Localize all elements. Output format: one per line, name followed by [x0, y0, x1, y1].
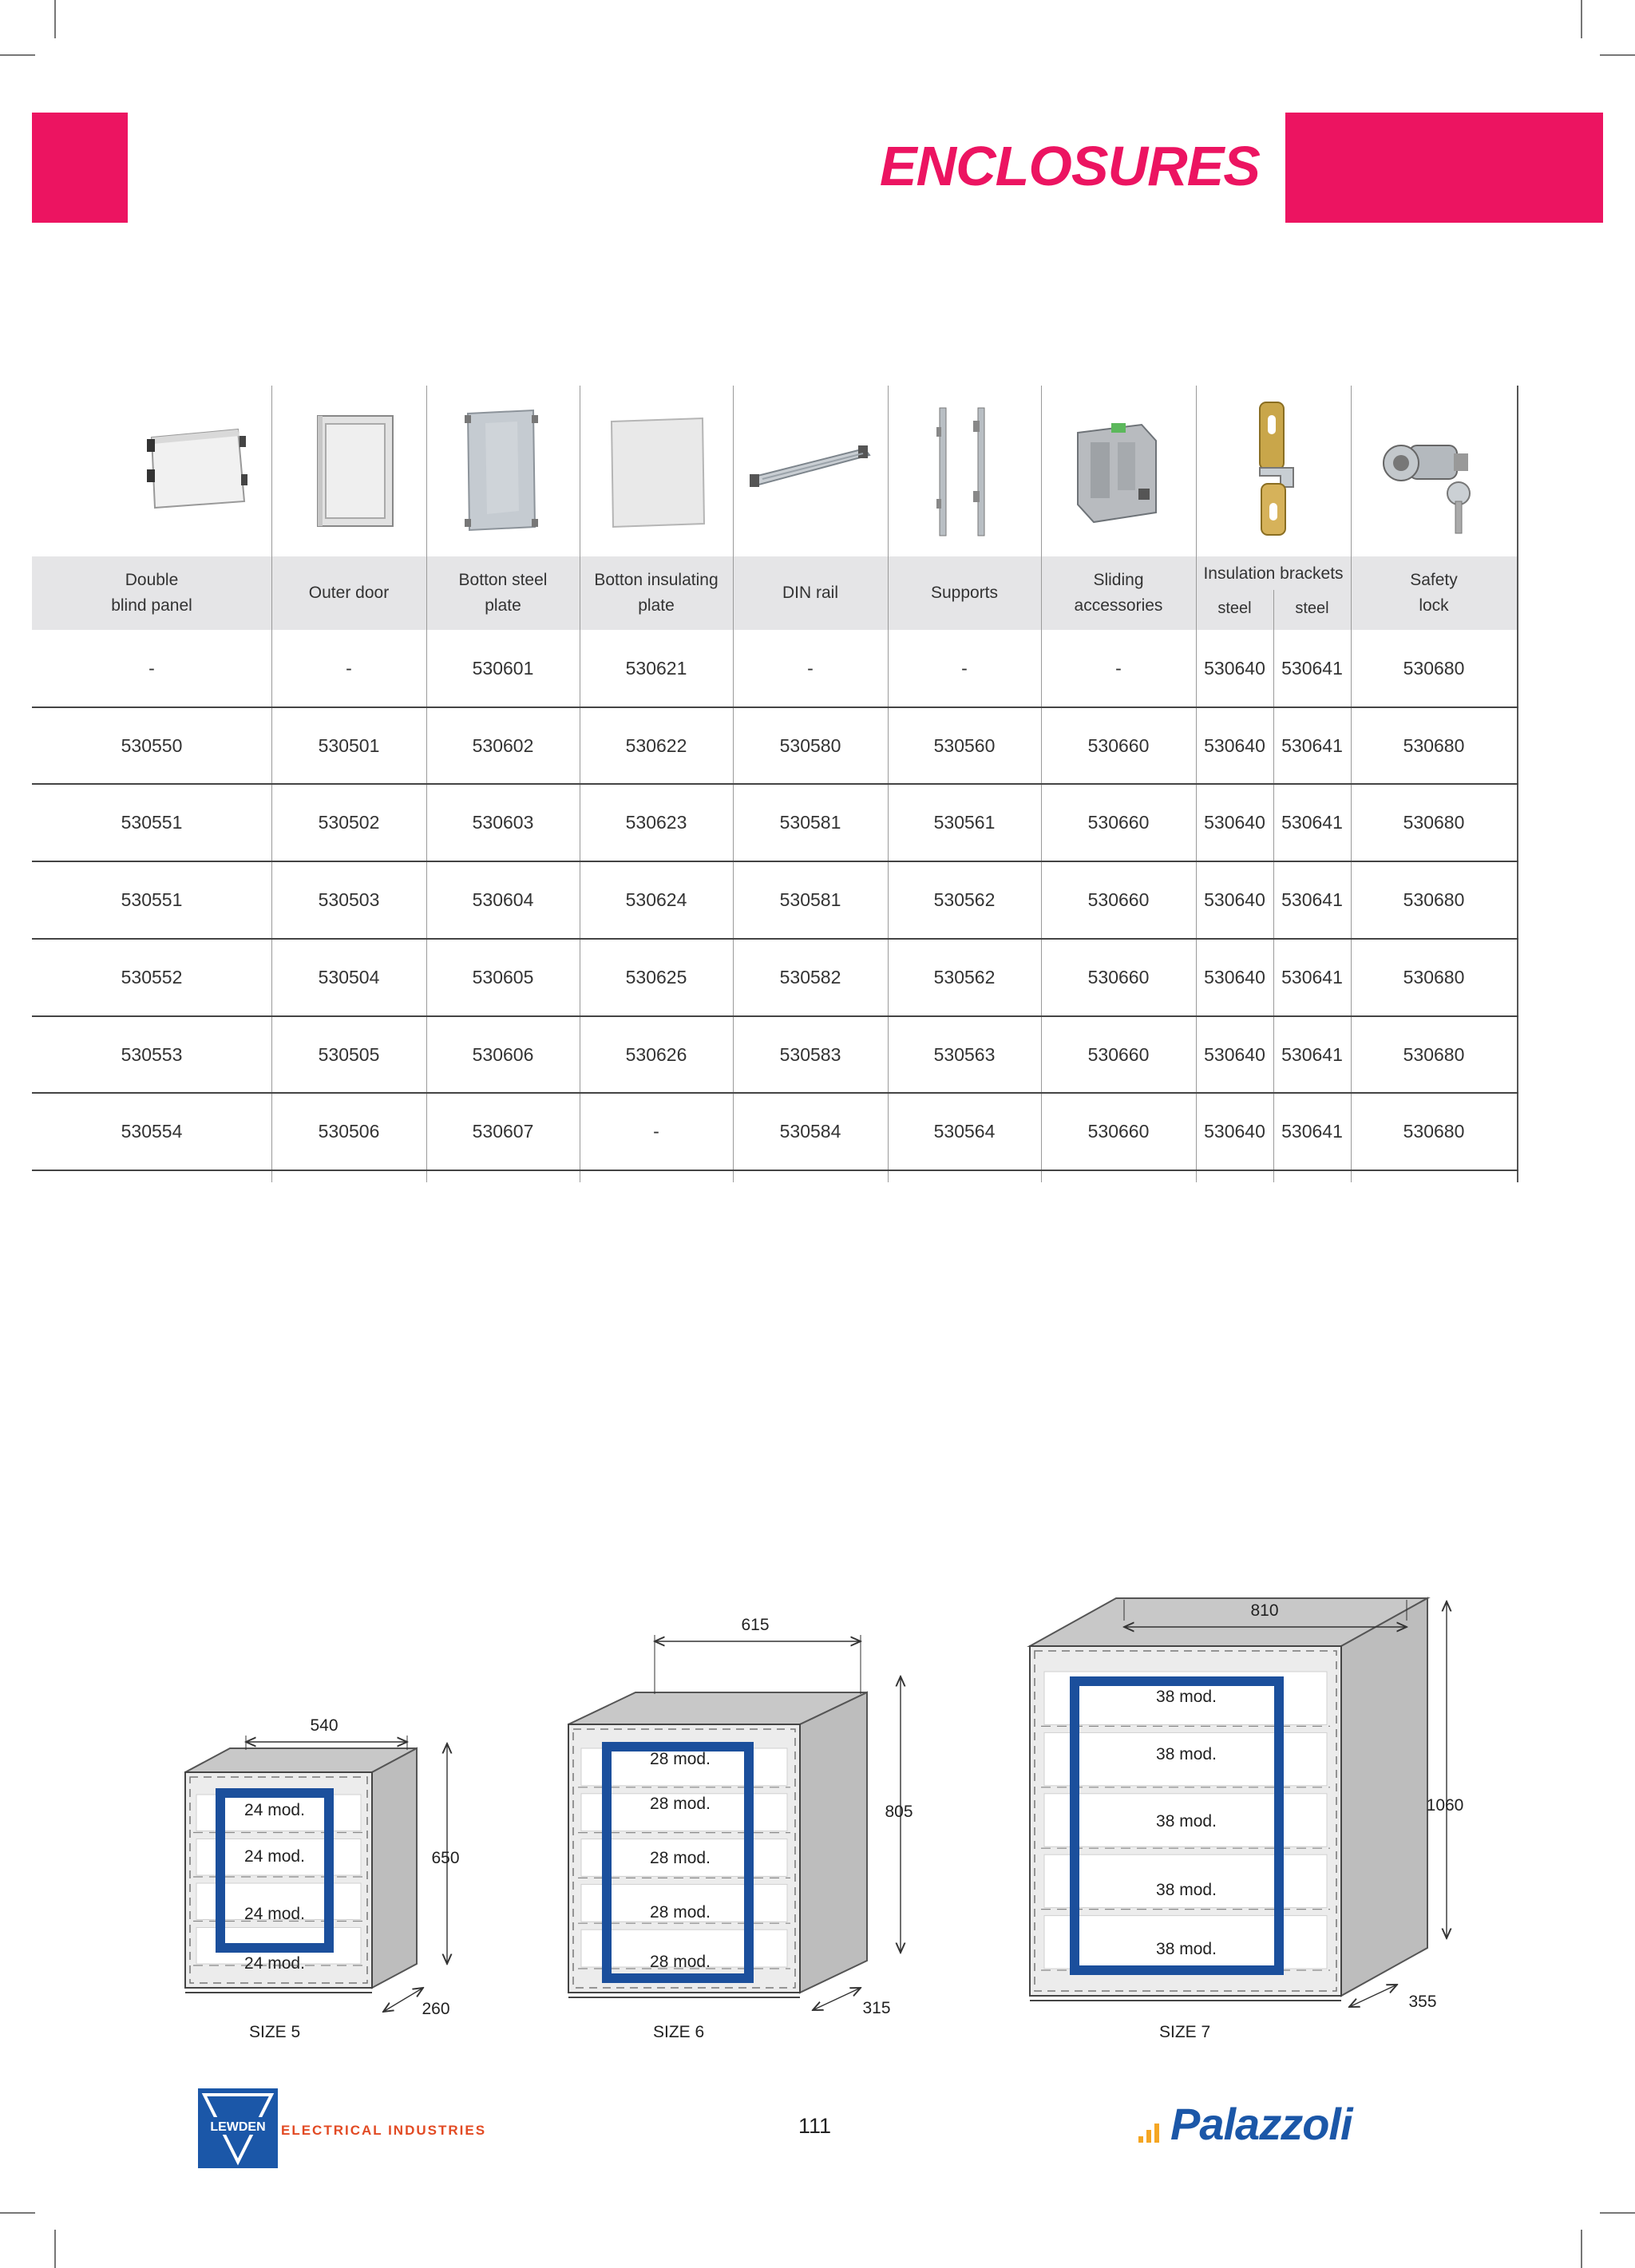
table-cell: - [807, 658, 814, 679]
table-cell: 530680 [1403, 889, 1465, 911]
table-row-divider [32, 1015, 1518, 1017]
insulating-plate-image [605, 415, 709, 531]
table-cell: 530680 [1403, 966, 1465, 988]
table-cell: 530502 [318, 812, 380, 833]
table-cell: 530506 [318, 1121, 380, 1142]
table-cell: 530550 [121, 734, 183, 756]
header-blind-panel: Double blind panel [111, 571, 192, 615]
enclosure-size-5 [185, 1716, 460, 2018]
crop-mark [54, 0, 56, 38]
table-cell: 530552 [121, 966, 183, 988]
table-cell: 530680 [1403, 734, 1465, 756]
enclosure-side-face [372, 1748, 417, 1988]
insulation-bracket-image [1245, 399, 1309, 543]
header-supports: Supports [930, 584, 999, 602]
module-label: 24 mod. [244, 1847, 305, 1866]
table-cell: 530582 [779, 966, 841, 988]
table-cell: 530641 [1281, 966, 1343, 988]
table-cell: 530607 [472, 1121, 534, 1142]
table-cell: 530660 [1087, 889, 1150, 911]
safety-lock-image [1377, 422, 1497, 541]
table-cell: 530641 [1281, 812, 1343, 833]
module-label: 28 mod. [650, 1795, 711, 1813]
depth-dimension-label: 355 [1408, 1993, 1437, 2011]
width-dimension-label: 615 [741, 1616, 770, 1634]
table-cell: - [961, 658, 968, 679]
table-cell: 530581 [779, 889, 841, 911]
table-cell: 530640 [1204, 1121, 1265, 1142]
table-cell: 530554 [121, 1121, 183, 1142]
header-steel-plate: Botton steel plate [458, 571, 548, 615]
table-cell: 530501 [318, 734, 380, 756]
depth-dimension-label: 260 [422, 2000, 450, 2018]
height-dimension-label: 650 [431, 1849, 460, 1867]
table-cell: 530660 [1087, 1121, 1150, 1142]
lewden-logo [198, 2088, 278, 2168]
module-label: 38 mod. [1156, 1881, 1217, 1899]
header-accent-right [1285, 113, 1603, 223]
width-dimension-label: 540 [310, 1716, 338, 1735]
table-cell: - [346, 658, 352, 679]
table-cell: 530551 [121, 889, 183, 911]
header-sliding-accessory: Sliding accessories [1074, 571, 1163, 615]
table-cell: 530584 [779, 1121, 841, 1142]
table-cell: 530626 [625, 1043, 687, 1065]
din-rail-image [746, 439, 874, 495]
table-cell: 530624 [625, 889, 687, 911]
module-label: 38 mod. [1156, 1688, 1217, 1706]
depth-dimension-label: 315 [862, 1999, 891, 2017]
table-cell: 530621 [625, 658, 687, 679]
crop-mark [1581, 2230, 1582, 2268]
width-dimension-label: 810 [1250, 1601, 1279, 1620]
module-label: 38 mod. [1156, 1812, 1217, 1831]
crop-mark [0, 54, 35, 56]
table-cell: 530640 [1204, 812, 1265, 833]
table-cell: 530563 [933, 1043, 996, 1065]
table-cell: 530660 [1087, 734, 1150, 756]
table-cell: 530641 [1281, 889, 1343, 911]
palazzoli-bars-icon [1137, 2114, 1169, 2146]
table-cell: 530604 [472, 889, 534, 911]
table-cell: 530641 [1281, 734, 1343, 756]
table-cell: 530551 [121, 812, 183, 833]
crop-mark [1581, 0, 1582, 38]
table-row-divider [32, 1092, 1518, 1094]
table-cell: 530640 [1204, 889, 1265, 911]
header-insulation-steel-2: steel [1295, 600, 1329, 617]
page-number: 111 [798, 2114, 832, 2138]
table-cell: 530583 [779, 1043, 841, 1065]
lewden-logo-text: LEWDEN [210, 2120, 266, 2134]
table-cell: 530680 [1403, 1121, 1465, 1142]
size-5-label: SIZE 5 [249, 2023, 301, 2041]
table-row-divider [32, 861, 1518, 862]
table-row-divider [32, 938, 1518, 940]
header-din-rail: DIN rail [782, 584, 838, 602]
module-label: 28 mod. [650, 1849, 711, 1867]
blind-panel-image [144, 422, 255, 517]
table-cell: 530605 [472, 966, 534, 988]
depth-dimension-line [813, 1988, 861, 2010]
table-cell: 530641 [1281, 1043, 1343, 1065]
enclosure-size-7 [1030, 1598, 1463, 2011]
enclosure-side-face [1341, 1598, 1427, 1996]
depth-dimension-line [383, 1988, 423, 2012]
size-7-label: SIZE 7 [1159, 2023, 1211, 2041]
table-cell: 530564 [933, 1121, 996, 1142]
table-row-divider [32, 1170, 1518, 1171]
lewden-company-name: ELECTRICAL INDUSTRIES [281, 2123, 487, 2138]
table-cell: 530553 [121, 1043, 183, 1065]
header-accent-left [32, 113, 128, 223]
table-cell: 530660 [1087, 812, 1150, 833]
module-label: 24 mod. [244, 1801, 305, 1819]
table-cell: 530623 [625, 812, 687, 833]
crop-mark [1600, 2212, 1635, 2214]
sliding-accessory-image [1062, 409, 1174, 528]
table-cell: - [653, 1121, 659, 1142]
table-cell: 530640 [1204, 966, 1265, 988]
crop-mark [1600, 54, 1635, 56]
module-label: 38 mod. [1156, 1940, 1217, 1958]
module-label: 28 mod. [650, 1903, 711, 1922]
height-dimension-label: 805 [885, 1803, 913, 1821]
table-cell: - [1115, 658, 1122, 679]
module-label: 24 mod. [244, 1954, 305, 1973]
table-cell: - [148, 658, 155, 679]
table-cell: 530622 [625, 734, 687, 756]
crop-mark [54, 2230, 56, 2268]
enclosure-side-face [800, 1692, 867, 1993]
crop-mark [0, 2212, 35, 2214]
enclosure-drawings [0, 1533, 1635, 2092]
module-label: 28 mod. [650, 1953, 711, 1971]
table-cell: 530606 [472, 1043, 534, 1065]
outer-door-image [311, 411, 399, 531]
table-cell: 530640 [1204, 1043, 1265, 1065]
module-label: 38 mod. [1156, 1745, 1217, 1763]
table-cell: 530562 [933, 889, 996, 911]
table-cell: 530601 [472, 658, 534, 679]
table-cell: 530625 [625, 966, 687, 988]
table-row-divider [32, 707, 1518, 708]
height-dimension-label: 1060 [1426, 1796, 1464, 1815]
table-cell: 530504 [318, 966, 380, 988]
table-cell: 530641 [1281, 1121, 1343, 1142]
module-label: 28 mod. [650, 1750, 711, 1768]
table-row-divider [32, 783, 1518, 785]
table-cell: 530581 [779, 812, 841, 833]
table-cell: 530660 [1087, 966, 1150, 988]
table-cell: 530641 [1281, 658, 1343, 679]
table-cell: 530660 [1087, 1043, 1150, 1065]
page-title: ENCLOSURES [879, 135, 1260, 197]
table-cell: 530680 [1403, 658, 1465, 679]
table-cell: 530505 [318, 1043, 380, 1065]
header-insulating-plate: Botton insulating plate [594, 571, 719, 615]
steel-plate-image [461, 407, 541, 535]
table-cell: 530503 [318, 889, 380, 911]
table-cell: 530560 [933, 734, 996, 756]
header-safety-lock: Safety lock [1410, 571, 1458, 615]
table-cell: 530640 [1204, 734, 1265, 756]
table-cell: 530561 [933, 812, 996, 833]
enclosure-size-6 [568, 1616, 913, 2017]
header-insulation-steel-1: steel [1217, 600, 1252, 617]
table-cell: 530680 [1403, 1043, 1465, 1065]
header-insulation-brackets: Insulation brackets [1203, 564, 1344, 583]
size-6-label: SIZE 6 [653, 2023, 705, 2041]
table-cell: 530562 [933, 966, 996, 988]
table-cell: 530640 [1204, 658, 1265, 679]
table-cell: 530602 [472, 734, 534, 756]
module-label: 24 mod. [244, 1905, 305, 1923]
table-cell: 530580 [779, 734, 841, 756]
table-cell: 530680 [1403, 812, 1465, 833]
supports-image [930, 403, 994, 539]
table-cell: 530603 [472, 812, 534, 833]
header-outer-door: Outer door [308, 584, 390, 602]
palazzoli-logo: Palazzoli [1170, 2099, 1352, 2149]
